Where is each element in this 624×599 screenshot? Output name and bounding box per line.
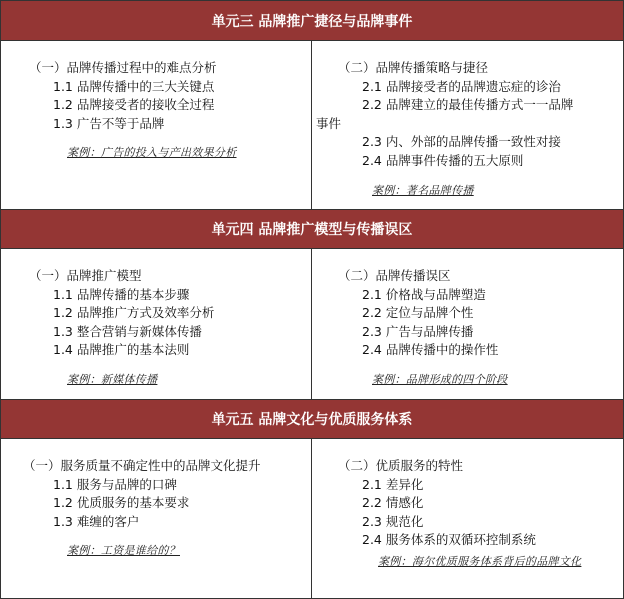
section-heading: （二）优质服务的特性 xyxy=(338,458,464,473)
list-item: 2.3 广告与品牌传播 xyxy=(362,323,474,339)
list-item: 1.3 难缠的客户 xyxy=(53,513,140,529)
unit-5-title: 单元五 品牌文化与优质服务体系 xyxy=(211,412,413,428)
unit-4-right-cell xyxy=(312,249,623,399)
unit-4-title: 单元四 品牌推广模型与传播误区 xyxy=(211,222,413,238)
list-item: 2.1 价格战与品牌塑造 xyxy=(362,286,486,302)
unit-3-right-cell xyxy=(312,41,623,209)
section-heading: （一）品牌推广模型 xyxy=(29,268,142,283)
list-item: 1.1 服务与品牌的口碑 xyxy=(53,476,177,492)
list-item: 2.3 内、外部的品牌传播一致性对接 xyxy=(362,134,561,150)
case-study-label: 案例：广告的投入与产出效果分析 xyxy=(67,146,237,160)
list-item-continuation: 事件 xyxy=(316,115,342,131)
list-item: 2.2 品牌建立的最佳传播方式一一品牌 xyxy=(362,97,574,113)
unit-4-body xyxy=(1,249,623,399)
unit-5-right-cell xyxy=(312,439,623,598)
case-study-label: 案例：工资是谁给的？ xyxy=(67,544,180,558)
list-item: 2.4 品牌事件传播的五大原则 xyxy=(362,152,524,168)
case-study-label: 案例：著名品牌传播 xyxy=(372,183,474,197)
list-item: 2.4 服务体系的双循环控制系统 xyxy=(362,532,536,548)
section-heading: （二）品牌传播策略与捷径 xyxy=(338,60,489,75)
list-item: 1.3 广告不等于品牌 xyxy=(53,115,165,131)
list-item: 1.2 品牌推广方式及效率分析 xyxy=(53,305,215,321)
unit-5-header xyxy=(1,399,623,439)
case-study-label: 案例：新媒体传播 xyxy=(67,372,158,386)
unit-4-header xyxy=(1,209,623,249)
unit-3-left-cell xyxy=(1,41,312,209)
list-item: 2.2 定位与品牌个性 xyxy=(362,305,474,321)
unit-3-header xyxy=(1,1,623,41)
list-item: 1.3 整合营销与新媒体传播 xyxy=(53,323,202,339)
list-item: 2.1 差异化 xyxy=(362,476,424,492)
unit-4-left-cell xyxy=(1,249,312,399)
list-item: 1.2 品牌接受者的接收全过程 xyxy=(53,97,215,113)
section-heading: （一）品牌传播过程中的难点分析 xyxy=(29,60,217,75)
list-item: 2.2 情感化 xyxy=(362,495,424,511)
list-item: 2.4 品牌传播中的操作性 xyxy=(362,342,499,358)
unit-3-title: 单元三 品牌推广捷径与品牌事件 xyxy=(211,13,413,30)
section-heading: （一）服务质量不确定性中的品牌文化提升 xyxy=(23,458,261,473)
unit-5-body xyxy=(1,439,623,598)
list-item: 2.3 规范化 xyxy=(362,513,424,529)
list-item: 2.1 品牌接受者的品牌遗忘症的诊治 xyxy=(362,78,561,94)
section-heading: （二）品牌传播误区 xyxy=(338,268,451,283)
list-item: 1.1 品牌传播的基本步骤 xyxy=(53,286,190,302)
case-study-label: 案例：海尔优质服务体系背后的品牌文化 xyxy=(378,554,582,568)
unit-3-body xyxy=(1,41,623,209)
list-item: 1.4 品牌推广的基本法则 xyxy=(53,342,190,358)
unit-5-left-cell xyxy=(1,439,312,598)
list-item: 1.1 品牌传播中的三大关键点 xyxy=(53,78,215,94)
case-study-label: 案例：品牌形成的四个阶段 xyxy=(372,372,508,386)
list-item: 1.2 优质服务的基本要求 xyxy=(53,495,190,511)
